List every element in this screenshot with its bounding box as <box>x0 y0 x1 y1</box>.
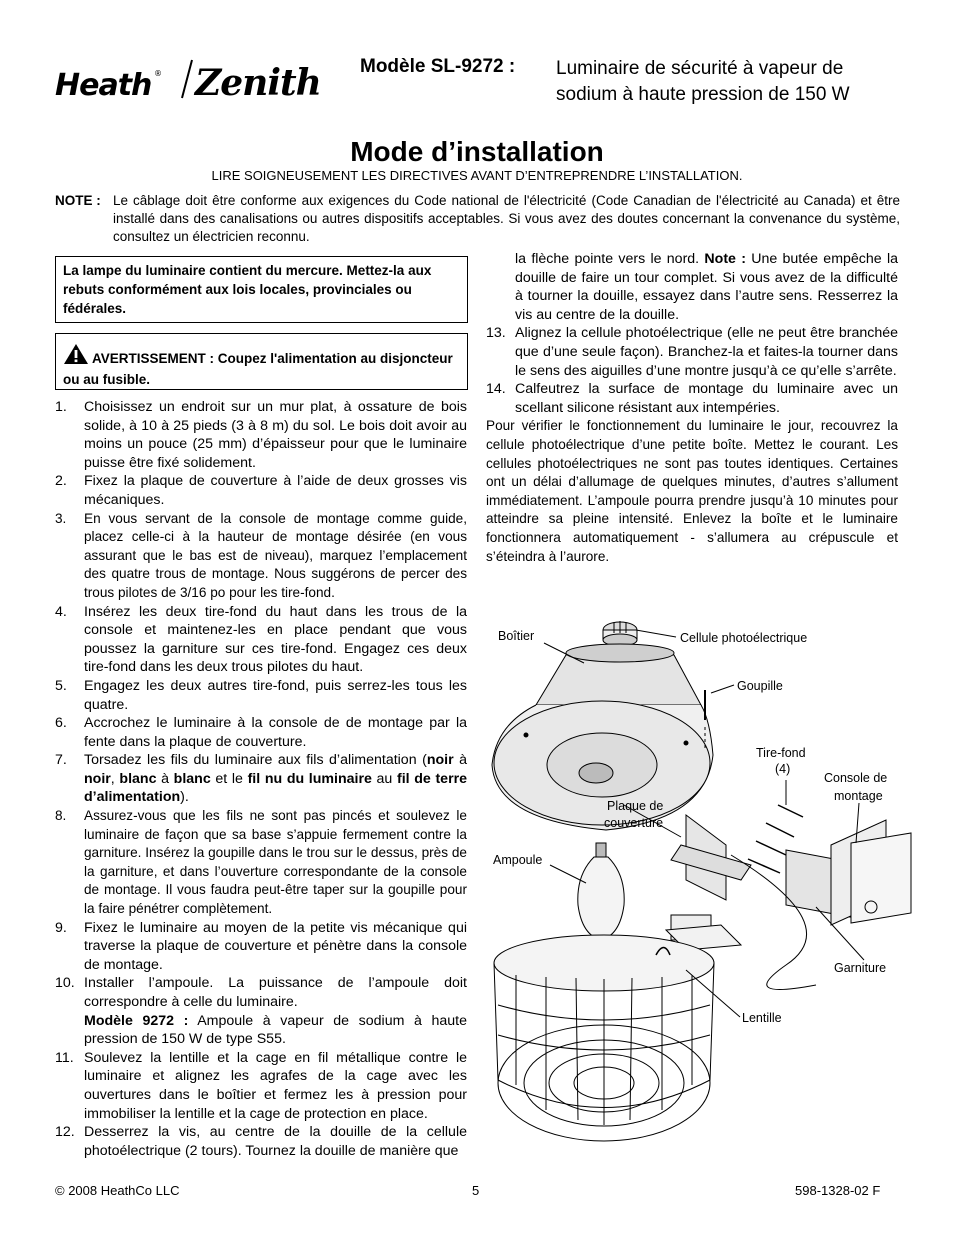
footer-copyright: © 2008 HeathCo LLC <box>55 1183 180 1198</box>
step-11: 11. Soulevez la lentille et la cage en fil métallique contre le luminaire et alignez les agrafes de la cage avec les ouvertures dans le boîtier et fermez les à pression pour immobiliser la lentille et la cage de protection en place. <box>55 1049 467 1122</box>
svg-text:®: ® <box>154 69 162 78</box>
note-label: NOTE : <box>55 193 101 208</box>
model-description <box>556 56 916 108</box>
label-plaque-2: couverture <box>604 816 664 830</box>
label-console-2: montage <box>834 789 883 803</box>
photocell-drawing <box>603 621 637 646</box>
step-13: 13. Alignez la cellule photoélectrique (elle ne peut être branchée que d’une seule façon). Branchez-la et faites-la tourner dans le sens des aiguilles d’une montre jusqu’à ce qu’elle s’arrête. <box>486 325 898 379</box>
mercury-notice-box: La lampe du luminaire contient du mercure. Mettez-la aux rebuts conformément aux lois locales, provinciales ou fédérales. <box>55 256 468 323</box>
heath-zenith-logo <box>55 58 330 100</box>
step-1: 1. Choisissez un endroit sur un mur plat, à ossature de bois solide, à 10 à 25 pieds (3 à 8 m) du sol. Le bois doit avoir au moins un pouce (25 mm) d’épaisseur pour que le luminaire puisse être fixé solidement. <box>55 399 467 471</box>
label-lentille: Lentille <box>742 1011 782 1025</box>
steps-left-column <box>55 398 467 1160</box>
label-console-1: Console de <box>824 771 888 785</box>
warning-triangle-icon <box>63 343 89 370</box>
bracket-drawing <box>666 815 911 950</box>
footer-page-number: 5 <box>472 1183 480 1198</box>
warning-text: AVERTISSEMENT : Coupez l'alimentation au disjoncteur ou au fusible. <box>63 351 453 387</box>
exploded-assembly-diagram <box>486 605 916 1165</box>
label-boitier: Boîtier <box>498 629 535 643</box>
model-desc-line-2: sodium à haute pression de 150 W <box>556 84 850 105</box>
step-7: 7. Torsadez les fils du luminaire aux fils d’alimentation (noir à noir, blanc à blanc et le fil nu du luminaire au fil de terre d’alimentation). <box>55 752 468 806</box>
svg-text:Heath: Heath <box>55 68 152 100</box>
step-6: 6. Accrochez le luminaire à la console de de montage par la fente dans la plaque de couverture. <box>55 715 467 750</box>
svg-text:Zenith: Zenith <box>195 62 321 100</box>
wiring-note <box>55 192 900 246</box>
label-tire-fond-count: (4) <box>775 762 791 776</box>
step-10: 10. Installer l’ampoule. La puissance de l’ampoule doit correspondre à celle du luminaire. Modèle 9272 : Ampoule à vapeur de sodium à haute pression de 150 W de type S55. <box>55 975 468 1048</box>
steps-right-column <box>486 250 898 566</box>
label-garniture: Garniture <box>834 961 887 975</box>
housing-drawing <box>492 644 713 830</box>
step-8: 8. Assurez-vous que les fils ne sont pas pincés et soulevez le luminaire de façon que sa base s’appuie fermement contre la garniture. Insérez la goupille dans le trou sur le dessus, près de la garniture, et dans l’ouverture correspondante de la console de montage. Il vous faudra peut-être taper sur la goupille pour la faire pénétrer complètement. <box>55 808 467 917</box>
page-title: Mode d’installation <box>350 136 604 167</box>
step-12: 12. Desserrez la vis, au centre de la douille de la cellule photoélectrique (2 tours). Tournez la douille de manière que <box>55 1124 467 1159</box>
footer-doc-number: 598-1328-02 F <box>795 1183 881 1198</box>
step-14: 14. Calfeutrez la surface de montage du luminaire avec un scellant silicone résistant aux intempéries. <box>486 381 898 416</box>
label-goupille: Goupille <box>737 679 783 693</box>
warning-box <box>55 333 468 390</box>
bulb-drawing <box>578 843 624 940</box>
step-5: 5. Engagez les deux autres tire-fond, puis serrez-les tous les quatre. <box>55 677 467 713</box>
daytime-test-paragraph: Pour vérifier le fonctionnement du luminaire le jour, recouvrez la cellule photoélectrique d’une petite boîte. Mettez le courant. Les cellules photoélectriques ne sont pas toutes identiques. Certaines ont un délai d’allumage de quelques minutes, d’autres s’allument immédiatement. L’ampoule pourra prendre jusqu’à 10 minutes pour atteindre sa pleine intensité. Enlevez la boîte et le luminaire fonctionnera automatiquement - s’allumera au crépuscule et s’éteindra à l’aurore. <box>486 418 898 564</box>
model-desc-line-1: Luminaire de sécurité à vapeur de <box>556 58 844 79</box>
step-9: 9. Fixez le luminaire au moyen de la petite vis mécanique qui traverse la plaque de couverture et pénètre dans la console de montage. <box>55 919 467 973</box>
page-subtitle: LIRE SOIGNEUSEMENT LES DIRECTIVES AVANT D’ENTREPRENDRE L’INSTALLATION. <box>211 168 743 183</box>
step-3: 3. En vous servant de la console de montage comme guide, placez celle-ci à la hauteur de montage désirée (en vous assurant que le bas est de niveau), marquez l’emplacement des quatre trous de montage. Nous suggérons de percer des trous pilotes de 3/16 po pour les tire-fond. <box>55 510 467 600</box>
step-12-continued: la flèche pointe vers le nord. Note : Une butée empêche la douille de faire un tour complet. Si vous avez de la difficulté à tourner la douille, essayez dans l’autre sens. Resserrez la vis au centre de la douille. <box>515 251 898 323</box>
note-text: Le câblage doit être conforme aux exigences du Code national de l'électricité (Code Canadian de l'électricité au Canada) et être installé dans des canalisations ou autres dispositifs acceptables. Si vous avez des doutes concernant la convenance du système, consultez un électricien reconnu. <box>113 193 900 244</box>
label-tire-fond: Tire-fond <box>756 746 806 760</box>
label-ampoule: Ampoule <box>493 853 543 867</box>
model-label: Modèle SL-9272 : <box>360 56 516 77</box>
label-plaque-1: Plaque de <box>607 799 664 813</box>
step-2: 2. Fixez la plaque de couverture à l’aide de deux grosses vis mécaniques. <box>55 473 467 508</box>
lens-cage-drawing <box>494 935 714 1141</box>
label-cellule: Cellule photoélectrique <box>680 631 808 645</box>
step-4: 4. Insérez les deux tire-fond du haut dans les trous de la console et maintenez-les en place pendant que vous poussez la garniture sur ces tire-fond. Engagez ces deux tire-fond dans les deux trous pilotes du haut. <box>55 603 467 676</box>
